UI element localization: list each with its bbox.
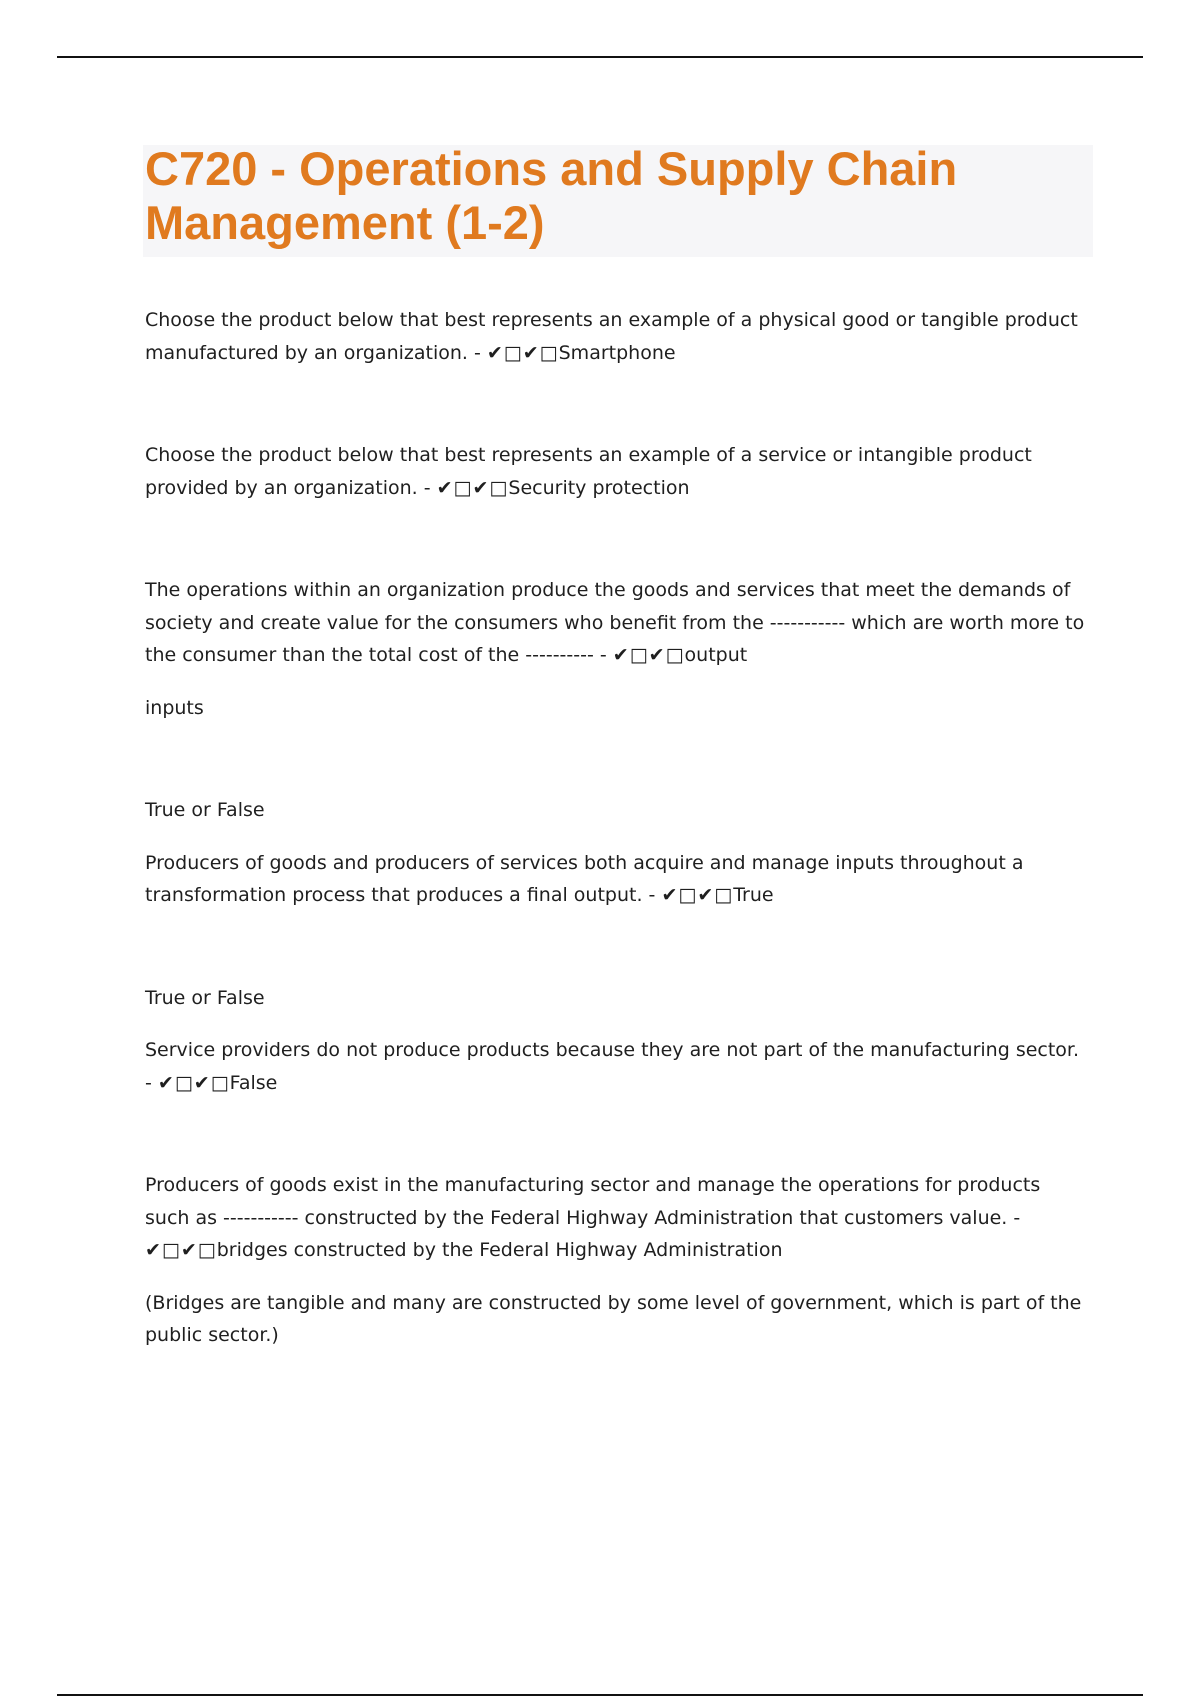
- answer-marker: ✔□✔□: [661, 884, 734, 906]
- question-prefix: True or False: [145, 986, 265, 1009]
- qa-item: [145, 574, 1090, 724]
- answer-text: Smartphone: [558, 341, 676, 364]
- answer-text: False: [229, 1071, 278, 1094]
- qa-item: [145, 982, 1090, 1100]
- answer-marker: ✔□✔□: [612, 644, 685, 666]
- top-rule: [57, 56, 1143, 58]
- question-text: The operations within an organization produce the goods and services that meet the demands of society and create value for the consumers who benefit from the ----------- which are worth more to the consumer than the total cost of the ---------- -: [145, 579, 1085, 666]
- answer-text: output: [684, 644, 748, 666]
- qa-paragraph: [145, 1034, 1090, 1099]
- answer-text: bridges constructed by the Federal Highway Administration: [216, 1239, 783, 1261]
- question-text: Producers of goods and producers of services both acquire and manage inputs throughout a transformation process that produces a final output. -: [145, 851, 1024, 906]
- question-text: Service providers do not produce products because they are not part of the manufacturing sector. -: [145, 1039, 1080, 1094]
- qa-paragraph: [145, 439, 1090, 504]
- qa-item: [145, 794, 1090, 912]
- answer-marker: ✔□✔□: [486, 341, 559, 364]
- answer-marker: ✔□✔□: [436, 476, 509, 499]
- qa-item: [145, 304, 1090, 369]
- qa-list: [145, 304, 1090, 1352]
- answer-text: Security protection: [508, 476, 690, 499]
- answer-marker: ✔□✔□: [145, 1239, 217, 1261]
- answer-marker: ✔□✔□: [157, 1071, 230, 1094]
- question-text: Choose the product below that best represents an example of a service or intangible product provided by an organization. -: [145, 444, 1032, 499]
- answer-explanation: (Bridges are tangible and many are constructed by some level of government, which is part of the public sector.): [145, 1291, 1082, 1346]
- answer-continuation: inputs: [145, 696, 204, 719]
- question-text: Producers of goods exist in the manufacturing sector and manage the operations for products such as ----------- constructed by the Federal Highway Administration that customers value. -: [145, 1174, 1041, 1229]
- document-title: C720 - Operations and Supply Chain Management (1-2): [145, 142, 958, 249]
- qa-paragraph: [145, 574, 1090, 672]
- qa-item: [145, 439, 1090, 504]
- answer-text: True: [733, 884, 774, 906]
- bottom-rule: [57, 1694, 1143, 1696]
- qa-paragraph: [145, 1169, 1090, 1267]
- question-prefix: True or False: [145, 799, 265, 821]
- qa-paragraph: [145, 304, 1090, 369]
- question-text: Choose the product below that best represents an example of a physical good or tangible product manufactured by an organization. -: [145, 309, 1078, 364]
- qa-paragraph: [145, 847, 1090, 912]
- qa-item: [145, 1169, 1090, 1352]
